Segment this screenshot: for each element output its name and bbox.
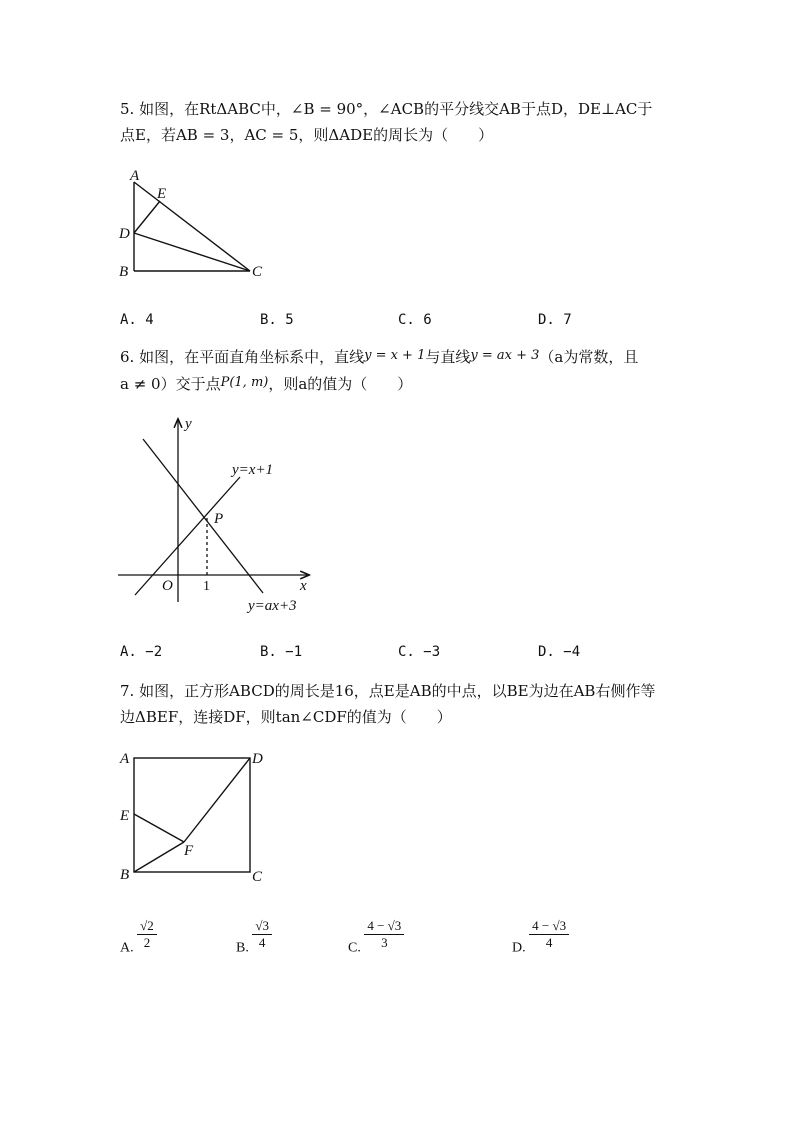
q7-figure	[110, 745, 280, 890]
q6-option-b: B. −1	[260, 644, 303, 660]
q6-label-x: x	[300, 578, 307, 594]
q7-option-c: C. $\frac{4 - √3}{3}$	[348, 918, 404, 957]
q7-label-d: D	[252, 751, 263, 767]
q5-perp-de	[134, 201, 160, 233]
q5-figure	[110, 165, 280, 285]
q5-label-b: B	[119, 264, 129, 280]
q7-option-b: B. $\frac{√3}{4}$	[236, 918, 272, 957]
q6-option-a: A. −2	[120, 644, 163, 660]
q5-label-e: E	[157, 186, 167, 202]
q5-label-a: A	[130, 168, 140, 184]
q6-figure	[110, 412, 325, 622]
q5-bisector-cd	[134, 233, 250, 271]
q7-side-bf	[134, 842, 184, 872]
q5-stem: 5. 如图，在RtΔABC中，∠B = 90°，∠ACB的平分线交AB于点D，DE⊥AC于 点E，若AB = 3，AC = 5，则ΔADE的周长为（ ）	[120, 100, 653, 144]
q6-label-line2: y=ax+3	[248, 598, 297, 614]
q7-label-b: B	[120, 867, 130, 883]
q6-label-line1: y=x+1	[232, 462, 274, 478]
q7-segment-df	[184, 758, 250, 842]
q6-stem: 6. 如图，在平面直角坐标系中，直线y = x + 1与直线y = ax + 3（a为常数，且 a ≠ 0）交于点P(1, m)，则a的值为（ ）	[120, 348, 639, 393]
q7-option-d: D. $\frac{4 - √3}{4}$	[512, 918, 569, 957]
q5-option-d: D. 7	[538, 312, 572, 328]
q6-option-c: C. −3	[398, 644, 441, 660]
q7-label-a: A	[120, 751, 130, 767]
q5-option-b: B. 5	[260, 312, 294, 328]
q7-option-a: A. $\frac{√2}{2}$	[120, 918, 157, 957]
q5-label-d: D	[119, 226, 130, 242]
q7-stem: 7. 如图，正方形ABCD的周长是16，点E是AB的中点，以BE为边在AB右侧作等 边ΔBEF，连接DF，则tan∠CDF的值为（ ）	[120, 682, 656, 726]
q6-label-p: P	[214, 511, 224, 527]
q5-side-ac	[134, 182, 250, 271]
q6-line-1	[135, 477, 240, 595]
q7-label-e: E	[120, 808, 130, 824]
q5-label-c: C	[252, 264, 263, 280]
q5-option-c: C. 6	[398, 312, 432, 328]
q6-option-d: D. −4	[538, 644, 581, 660]
q7-option-c-fraction: $\frac{4 - √3}{3}$	[364, 918, 404, 951]
q7-label-c: C	[252, 869, 263, 885]
q7-side-ef	[134, 814, 184, 842]
q7-option-a-fraction: $\frac{√2}{2}$	[137, 918, 157, 951]
q7-label-f: F	[184, 843, 194, 859]
q6-label-y: y	[185, 416, 192, 432]
q7-option-b-fraction: $\frac{√3}{4}$	[252, 918, 272, 951]
q6-label-o: O	[162, 578, 173, 594]
q6-label-one: 1	[203, 579, 210, 594]
q7-option-d-fraction: $\frac{4 - √3}{4}$	[529, 918, 569, 951]
q5-option-a: A. 4	[120, 312, 154, 328]
